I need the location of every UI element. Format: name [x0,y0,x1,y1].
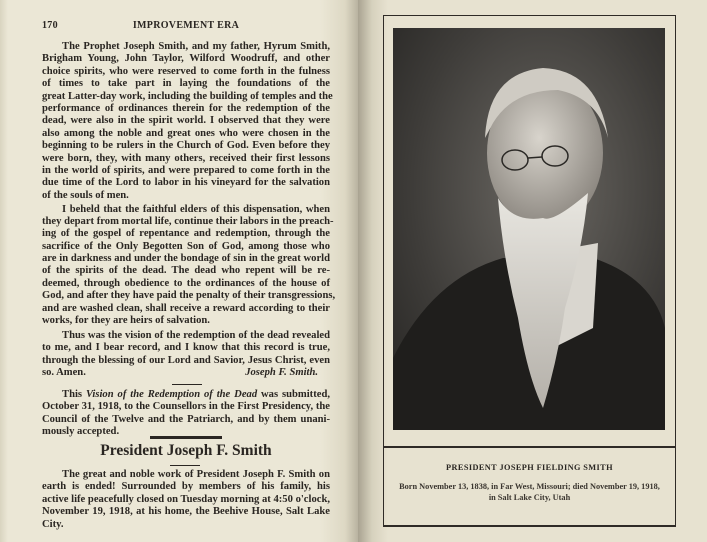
text-line: of the spirits of the dead. The dead who repent will be re- [42,265,330,277]
text-line: were born, they, with many others, received their first lessons [42,152,330,164]
paragraph-note [42,389,330,439]
text-line [42,367,330,379]
text-line: Brigham Young, John Taylor, Wilford Woodruff, and other [42,53,330,65]
text-line: of times to take part in laying the foundations of the [42,78,330,90]
text-line: through the blessing of our Lord and Savior, Jesus Christ, even [42,354,330,366]
paragraph-spirits [42,41,333,202]
note-post: was submitted, [257,389,330,400]
text-line: choice spirits, who were reserved to come forth in the fulness [42,65,330,77]
text-line: I beheld that the faithful elders of this dispensation, when [62,203,330,215]
text-line: Thus was the vision of the redemption of the dead revealed [62,330,330,341]
note-italic-title: Vision of the Redemption of the Dead [85,389,258,400]
text-line: and are washed clean, shall receive a reward according to their [42,302,330,314]
text-line: earth is ended! Surrounded by members of his family, his [42,481,330,493]
text-line: beginning to be rulers in the Church of God. Even before they [42,140,330,152]
text-line: City. [42,518,64,530]
text-line: of the souls of men. [42,189,129,201]
running-head: IMPROVEMENT ERA [132,20,240,31]
paragraph-vision [42,330,330,380]
divider-short [170,465,200,466]
text-line: works, for they are heirs of salvation. [42,315,210,327]
text-line: The great and noble work of President Joseph F. Smith on [62,469,330,480]
paragraph-obituary [42,469,330,531]
caption-title: PRESIDENT JOSEPH FIELDING SMITH [446,463,613,472]
caption-text [390,481,669,503]
text-line: ing of the gospel of repentance and redemption, through the [42,228,330,240]
paragraph-elders [42,203,336,328]
text-line: also among the noble and great ones who were chosen in the [42,127,330,139]
text-line: God, and after they have paid the penalty of their transgressions, [42,290,336,302]
divider-short [172,384,202,385]
text-line: active life peacefully closed on Tuesday morning at 4:50 o'clock, [42,493,330,505]
text-line: November 19, 1918, at his home, the Beehive House, Salt Lake [42,506,330,518]
text-line: deemed, through obedience to the ordinances of the house of [42,277,330,289]
text-line: dead, were also in the spirit world. I observed that they were [42,115,330,127]
caption-divider [383,446,676,448]
page-number: 170 [42,20,58,31]
note-pre: This [62,389,86,400]
text-line: to me, and I bear record, and I know that this record is true, [42,342,330,354]
text-line: so. Amen. [42,367,86,379]
signature: Joseph F. Smith. [245,367,318,379]
divider-thick [150,436,222,439]
text-line: great Latter-day work, including the building of temples and the [42,90,333,102]
text-line: sacrifice of the Only Begotten Son of God, among those who [42,240,330,252]
section-heading: President Joseph F. Smith [100,442,272,459]
text-line: The Prophet Joseph Smith, and my father, Hyrum Smith, [62,41,330,52]
text-line: performance of ordinances therein for the redemption of the [42,102,330,114]
caption-line: in Salt Lake City, Utah [488,493,571,502]
text-line: mously accepted. [42,426,120,438]
text-line: they depart from mortal life, continue their labors in the preach- [42,215,334,227]
text-line: Council of the Twelve and the Patriarch, and by them unani- [42,413,330,425]
caption-line: Born November 13, 1838, in Far West, Missouri; died November 19, 1918, [399,482,660,491]
text-line: due time of the Lord to labor in his vineyard for the salvation [42,177,330,189]
text-line: are in darkness and under the bondage of sin in the great world [42,253,330,265]
text-line: in the world of spirits, and were prepared to come forth in the [42,164,330,176]
text-line: October 31, 1918, to the Counsellors in the First Presidency, the [42,401,330,413]
portrait-photo [393,28,665,430]
